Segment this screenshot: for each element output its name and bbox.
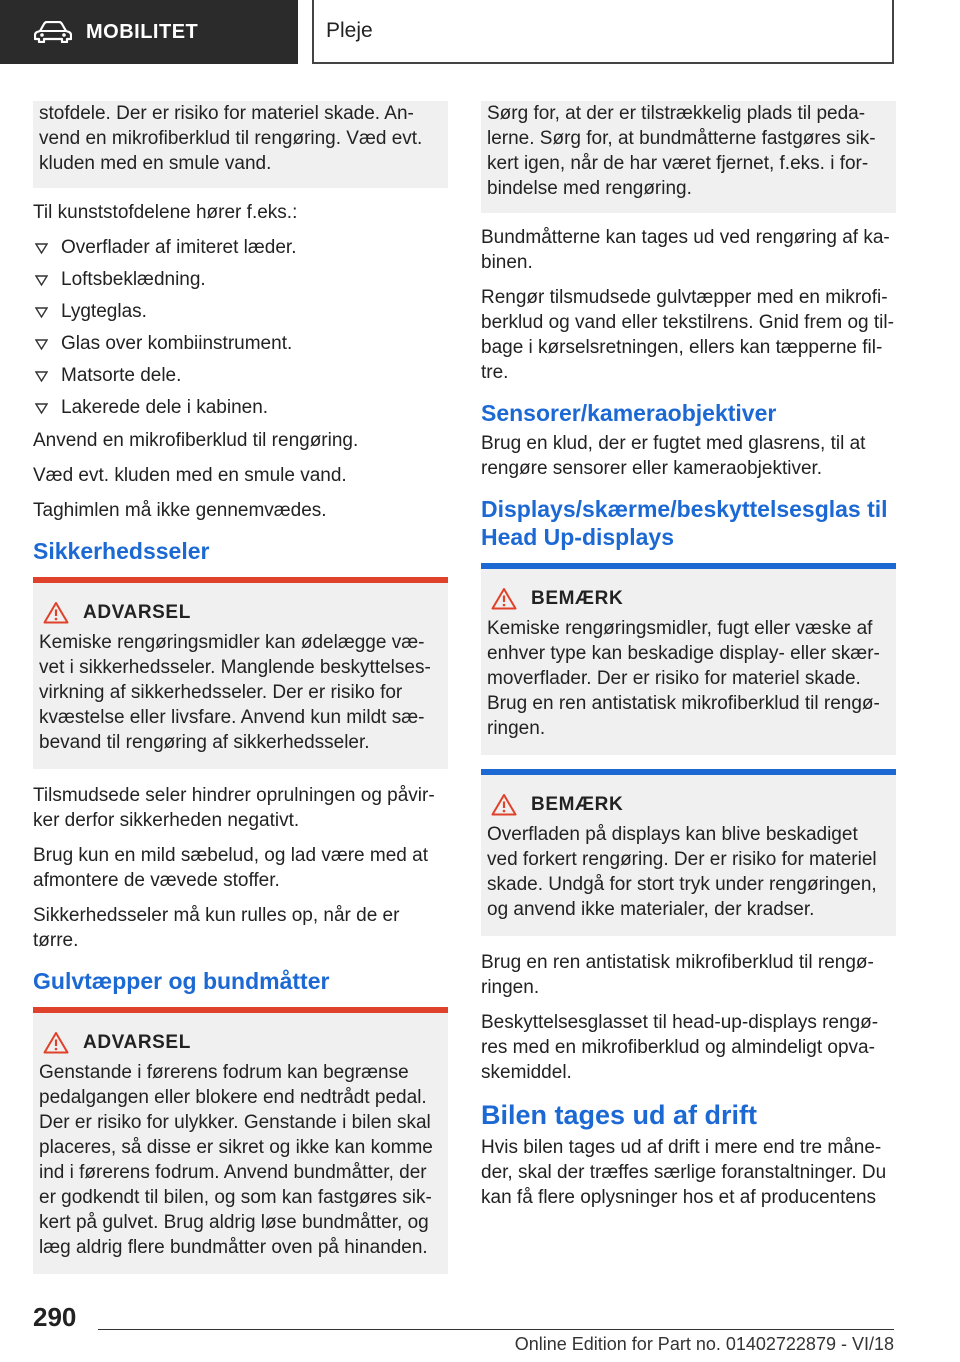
- warning-triangle-icon: [491, 793, 517, 816]
- car-icon: [34, 21, 72, 43]
- note-text: stofdele. Der er risiko for materiel skade. Anvend en mikrofiberklud til rengøring. Væd evt. kluden med en smule vand.: [39, 103, 423, 174]
- notice-title: BEMÆRK: [531, 793, 624, 815]
- page-number: 290: [33, 1302, 77, 1332]
- notice-box: [481, 769, 896, 936]
- warning-triangle-icon: [43, 1031, 69, 1054]
- left-column: [33, 101, 448, 1288]
- notice-text: Overfladen på displays kan blive beskadiget ved forkert rengøring. Der er risiko for materiel skade. Undgå for stort tryk under rengøringen, og anvend ikke materialer, der kradser.: [487, 824, 877, 920]
- paragraph: Til kunststofdelene hører f.eks.:: [33, 202, 298, 223]
- right-column: [481, 101, 896, 1220]
- notice-title: BEMÆRK: [531, 587, 624, 609]
- triangle-bullet-icon: [35, 339, 48, 350]
- note-text: Sørg for, at der er tilstrækkelig plads til pedalerne. Sørg for, at bundmåtterne fastgøres sikkert igen, når de har været fjernet, f.eks. i forbindelse med rengøring.: [487, 103, 876, 199]
- paragraph: Hvis bilen tages ud af drift i mere end tre måneder, skal der træffes særlige foranstaltninger. Du kan få flere oplysninger hos et af producentens: [481, 1137, 887, 1208]
- plastic-parts-list: [33, 235, 448, 420]
- warning-header: [39, 1031, 438, 1054]
- chapter-heading: Bilen tages ud af drift: [481, 1100, 758, 1130]
- footer-divider: [98, 1329, 894, 1330]
- section-heading: Displays/skærme/beskyttelsesglas til Head Up-displays: [481, 496, 888, 550]
- page-header: [0, 0, 960, 66]
- continued-note: [481, 101, 896, 213]
- warning-title: ADVARSEL: [83, 1031, 191, 1053]
- list-item: Overflader af imiteret læder.: [33, 235, 448, 260]
- notice-header: [487, 793, 886, 816]
- notice-header: [487, 587, 886, 610]
- paragraph: Brug en klud, der er fugtet med glasrens, til at rengøre sensorer eller kameraobjektiver.: [481, 433, 866, 479]
- notice-text: Kemiske rengøringsmidler, fugt eller væske af enhver type kan beskadige display- eller skærmoverflader. Der er risiko for materiel skade. Brug en ren antistatisk mikrofiberklud til rengøringen.: [487, 618, 880, 739]
- warning-text: Kemiske rengøringsmidler kan ødelægge vævet i sikkerhedsseler. Manglende beskyttelsesvirkning af sikkerhedsseler. Der er risiko for kvæstelse eller livsfare. Anvend kun mildt sæbevand til rengøring af sikkerhedsseler.: [39, 632, 431, 753]
- subsection-title: Pleje: [326, 19, 373, 42]
- paragraph: Brug kun en mild sæbelud, og lad være med at afmontere de vævede stoffer.: [33, 845, 428, 891]
- warning-header: [39, 601, 438, 624]
- list-item: Lakerede dele i kabinen.: [33, 395, 448, 420]
- notice-box: [481, 563, 896, 755]
- triangle-bullet-icon: [35, 371, 48, 382]
- warning-text: Genstande i førerens fodrum kan begrænse pedalgangen eller blokere end nedtrådt pedal. Der er risiko for ulykker. Genstande i bilen skal placeres, så disse er sikret og ikke kan komme ind i førerens fodrum. Anvend bundmåtter, der er godkendt til bilen, og som kan fastgøres sikkert på gulvet. Brug aldrig løse bundmåtter, og læg aldrig flere bundmåtter oven på hinanden.: [39, 1062, 433, 1258]
- warning-box: [33, 577, 448, 769]
- triangle-bullet-icon: [35, 243, 48, 254]
- list-item: Loftsbeklædning.: [33, 267, 448, 292]
- warning-title: ADVARSEL: [83, 601, 191, 623]
- subsection-tab: [312, 0, 894, 64]
- paragraph: Væd evt. kluden med en smule vand.: [33, 465, 347, 486]
- continued-note: [33, 101, 448, 188]
- paragraph: Brug en ren antistatisk mikrofiberklud til rengøringen.: [481, 952, 874, 998]
- list-item: Glas over kombiinstrument.: [33, 331, 448, 356]
- paragraph: Tilsmudsede seler hindrer oprulningen og påvirker derfor sikkerheden negativt.: [33, 785, 435, 831]
- paragraph: Sikkerhedsseler må kun rulles op, når de er tørre.: [33, 905, 400, 951]
- list-item: Lygteglas.: [33, 299, 448, 324]
- section-tab: [0, 0, 298, 64]
- warning-triangle-icon: [43, 601, 69, 624]
- section-heading: Sikkerhedsseler: [33, 538, 210, 564]
- paragraph: Rengør tilsmudsede gulvtæpper med en mikrofiberklud og vand eller tekstilrens. Gnid frem og tilbage i kørselsretningen, ellers kan tæpperne filtre.: [481, 287, 894, 383]
- paragraph: Taghimlen må ikke gennemvædes.: [33, 500, 327, 521]
- triangle-bullet-icon: [35, 307, 48, 318]
- section-title: MOBILITET: [86, 20, 199, 43]
- list-item: Matsorte dele.: [33, 363, 448, 388]
- paragraph: Beskyttelsesglasset til head-up-displays rengøres med en mikrofiberklud og almindeligt opvaskemiddel.: [481, 1012, 879, 1083]
- triangle-bullet-icon: [35, 275, 48, 286]
- section-heading: Sensorer/kameraobjektiver: [481, 400, 777, 426]
- section-heading: Gulvtæpper og bundmåtter: [33, 968, 330, 994]
- edition-footer: Online Edition for Part no. 01402722879 - VI/18: [514, 1334, 894, 1354]
- paragraph: Anvend en mikrofiberklud til rengøring.: [33, 430, 359, 451]
- paragraph: Bundmåtterne kan tages ud ved rengøring af kabinen.: [481, 227, 890, 273]
- triangle-bullet-icon: [35, 403, 48, 414]
- warning-box: [33, 1007, 448, 1274]
- warning-triangle-icon: [491, 587, 517, 610]
